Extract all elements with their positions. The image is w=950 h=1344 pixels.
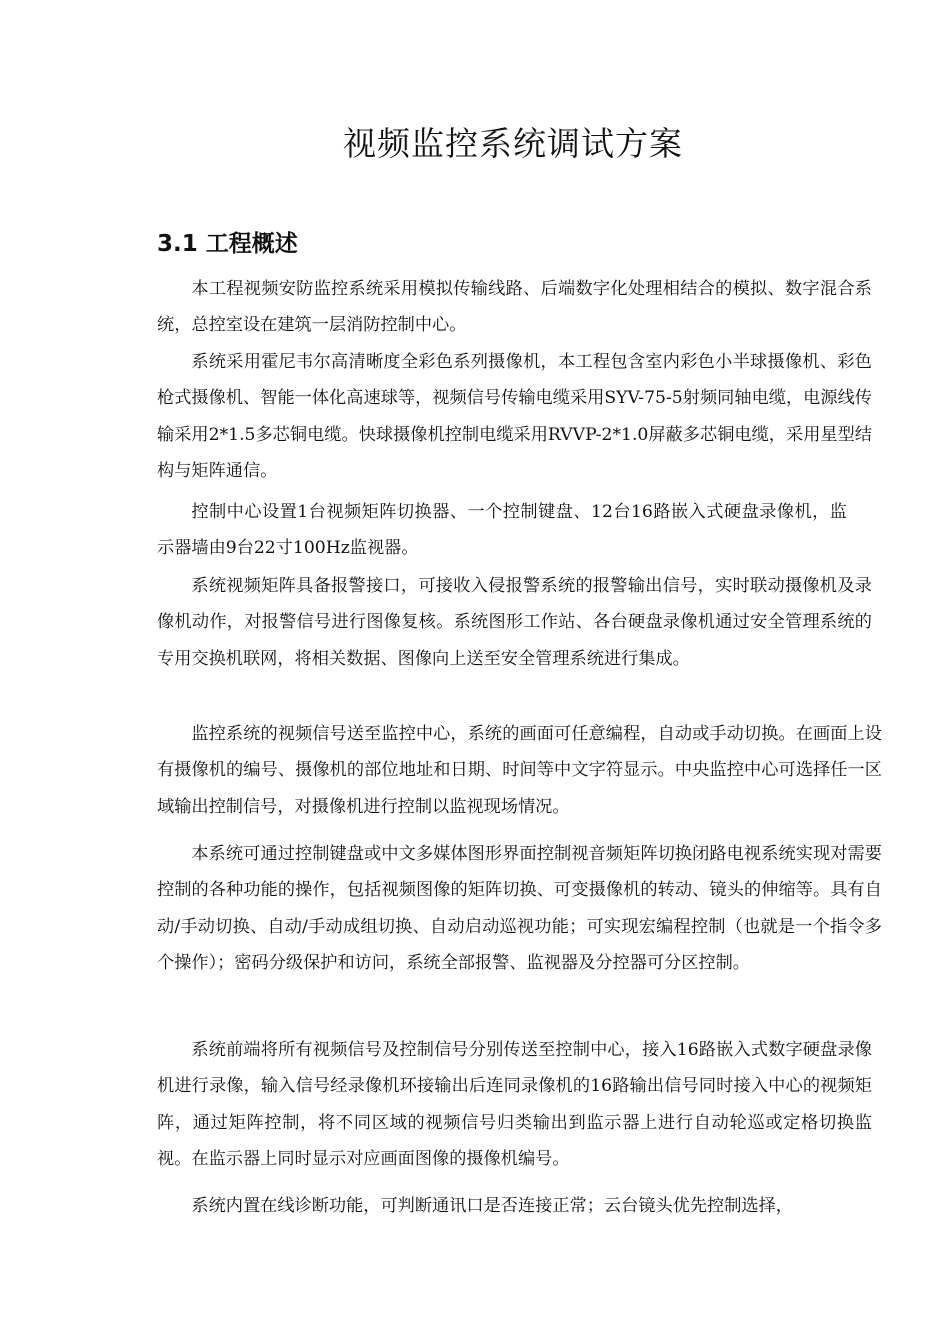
document-title: 视频监控系统调试方案 [343,124,683,163]
section-title: 工程概述 [205,231,298,257]
section-heading [157,225,298,258]
paragraph-1: 本工程视频安防监控系统采用模拟传输线路、后端数字化处理相结合的模拟、数字混合系统，总控室设在建筑一层消防控制中心。 [157,279,872,336]
paragraph-2: 系统采用霍尼韦尔高清晰度全彩色系列摄像机，本工程包含室内彩色小半球摄像机、彩色枪式摄像机、智能一体化高速球等，视频信号传输电缆采用SYV-75-5射频同轴电缆，电源线传输采用2*1.5多芯铜电缆。快球摄像机控制电缆采用RVVP-2*1.0屏蔽多芯铜电缆，采用星型结构与矩阵通信。 [157,352,873,482]
section-number: 3.1 [157,231,198,257]
paragraph-6: 本系统可通过控制键盘或中文多媒体图形界面控制视音频矩阵切换闭路电视系统实现对需要控制的各种功能的操作，包括视频图像的矩阵切换、可变摄像机的转动、镜头的伸缩等。具有自动/手动切换、自动/手动成组切换、自动启动巡视功能；可实现宏编程控制（也就是一个指令多个操作）；密码分级保护和访问，系统全部报警、监视器及分控器可分区控制。 [157,844,882,974]
paragraph-8: 系统内置在线诊断功能，可判断通讯口是否连接正常；云台镜头优先控制选择， [191,1196,793,1216]
paragraph-3: 控制中心设置1台视频矩阵切换器、一个控制键盘、12台16路嵌入式硬盘录像机，监示器墙由9台22寸100Hz监视器。 [157,502,847,559]
paragraph-5: 监控系统的视频信号送至监控中心，系统的画面可任意编程，自动或手动切换。在画面上设有摄像机的编号、摄像机的部位地址和日期、时间等中文字符显示。中央监控中心可选择任一区域输出控制信号，对摄像机进行控制以监视现场情况。 [157,724,882,817]
paragraph-4: 系统视频矩阵具备报警接口，可接收入侵报警系统的报警输出信号，实时联动摄像机及录像机动作，对报警信号进行图像复核。系统图形工作站、各台硬盘录像机通过安全管理系统的专用交换机联网，将相关数据、图像向上送至安全管理系统进行集成。 [157,576,872,669]
paragraph-7: 系统前端将所有视频信号及控制信号分别传送至控制中心，接入16路嵌入式数字硬盘录像机进行录像，输入信号经录像机环接输出后连同录像机的16路输出信号同时接入中心的视频矩阵，通过矩阵控制，将不同区域的视频信号归类输出到监示器上进行自动轮巡或定格切换监视。在监示器上同时显示对应画面图像的摄像机编号。 [157,1040,872,1170]
